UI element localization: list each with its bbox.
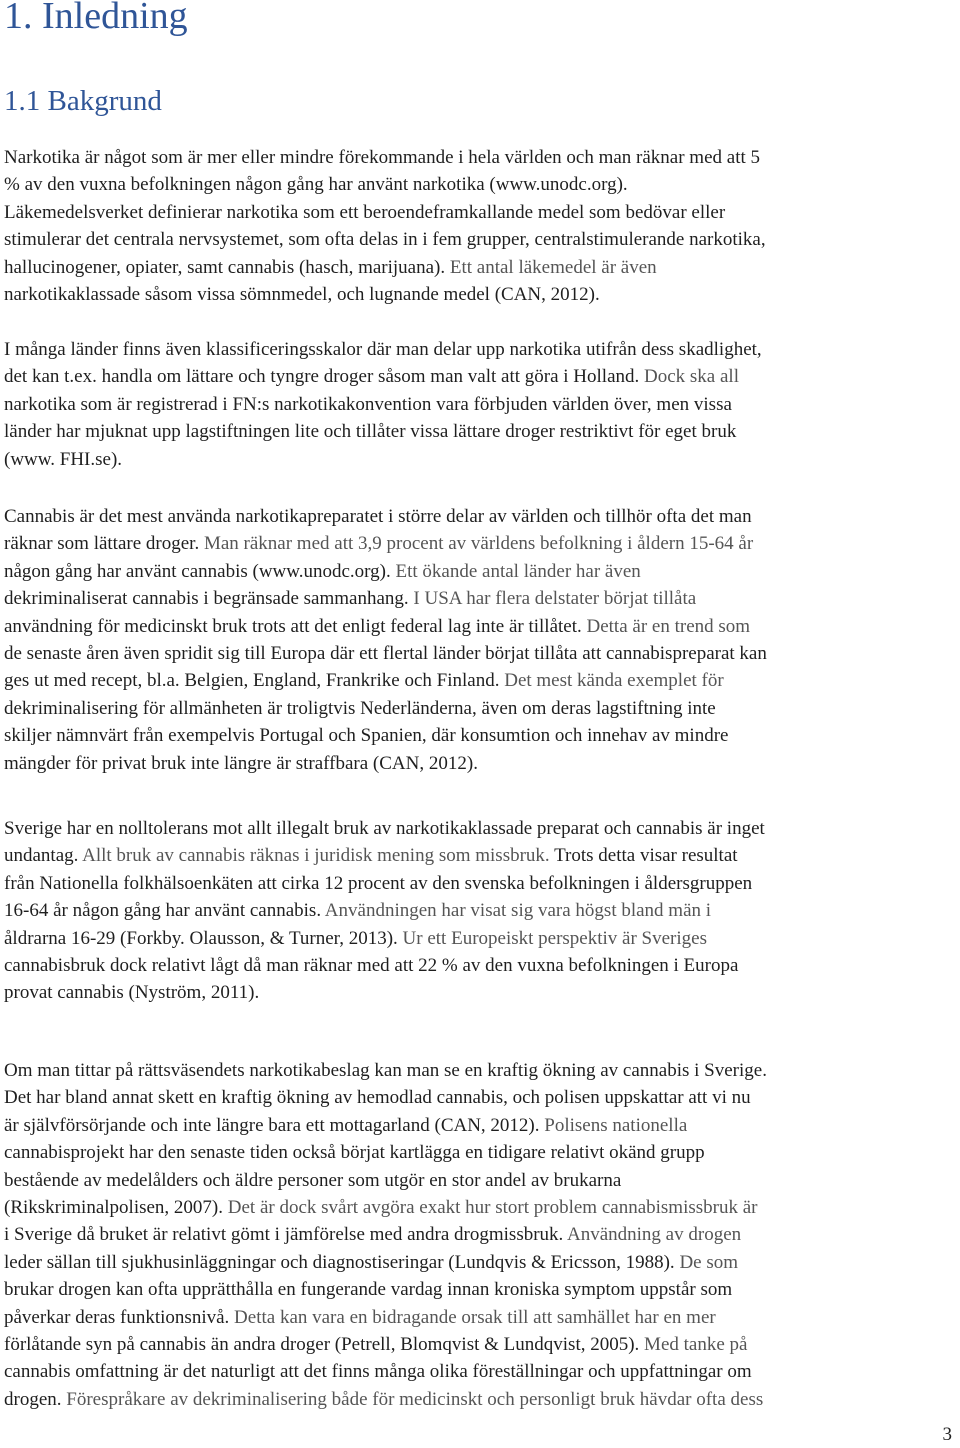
text-line	[4, 254, 957, 281]
text-line	[4, 695, 957, 722]
text-line	[4, 503, 957, 530]
text-line	[4, 418, 957, 445]
text-line	[4, 363, 957, 390]
text-segment: Användning av drogen	[567, 1224, 742, 1246]
text-line	[4, 199, 957, 226]
text-line	[4, 336, 957, 363]
text-segment: det kan t.ex. handla om lättare och tyngre droger såsom man valt att göra i Holland.	[4, 366, 644, 388]
text-segment: Detta är en trend som	[586, 615, 751, 637]
text-segment: Med tanke på	[644, 1334, 748, 1356]
text-segment: Cannabis är det mest använda narkotikapreparatet i större delar av världen och tillhör ofta det man	[4, 506, 752, 527]
text-line	[4, 1084, 957, 1111]
text-line	[4, 1249, 957, 1276]
text-segment: I USA har flera delstater börjat tillåta	[413, 588, 697, 610]
text-segment: länder har mjuknat upp lagstiftningen lite och tillåter vissa lättare droger restriktivt för eget bruk	[4, 421, 737, 443]
text-segment: Användningen har visat sig vara högst bland män i	[324, 900, 712, 922]
text-line	[4, 613, 957, 640]
text-segment: Ett antal läkemedel är även	[449, 256, 657, 278]
text-segment: cannabisbruk dock relativt lågt då man räknar med att 22 % av den vuxna befolkningen i Europa	[4, 955, 739, 977]
text-segment: dekriminaliserat cannabis i begränsade sammanhang.	[4, 588, 414, 610]
text-segment: Trots detta visar resultat	[554, 845, 738, 867]
page-number: 3	[942, 1424, 952, 1445]
text-line	[4, 144, 957, 171]
section-heading: 1.1 Bakgrund	[4, 85, 162, 117]
text-segment: Läkemedelsverket definierar narkotika som ett beroendeframkallande medel som bedövar eller	[4, 201, 726, 223]
text-line	[4, 226, 957, 253]
text-segment: skiljer nämnvärt från exempelvis Portugal och Spanien, där konsumtion och innehav av mindre	[4, 725, 729, 747]
chapter-heading: 1. Inledning	[4, 0, 188, 37]
text-line	[4, 815, 957, 842]
text-segment: Dock ska all	[644, 366, 739, 388]
text-segment: Förespråkare av dekriminalisering både för medicinskt och personligt bruk hävdar ofta dess	[66, 1388, 764, 1410]
text-segment: Narkotika är något som är mer eller mindre förekommande i hela världen och man räknar med att 5	[4, 147, 761, 168]
text-line	[4, 925, 957, 952]
text-line	[4, 530, 957, 557]
text-line	[4, 1167, 957, 1194]
text-segment: stimulerar det centrala nervsystemet, som ofta delas in i fem grupper, centralstimulerande narkotika,	[4, 229, 766, 251]
text-segment: ges ut med recept, bl.a. Belgien, England, Frankrike och Finland.	[4, 670, 505, 692]
text-line	[4, 667, 957, 694]
text-segment: mängder för privat bruk inte längre är straffbara (CAN, 2012).	[4, 752, 478, 774]
text-line	[4, 1331, 957, 1358]
paragraph-4	[4, 815, 957, 1007]
text-line	[4, 979, 957, 1006]
text-line	[4, 391, 957, 418]
text-line	[4, 722, 957, 749]
text-line	[4, 446, 957, 473]
text-segment: Ur ett Europeiskt perspektiv är Sveriges	[402, 927, 707, 949]
text-segment: narkotika som är registrerad i FN:s narkotikakonvention vara förbjuden världen över, men vissa	[4, 393, 732, 415]
text-segment: De som	[679, 1251, 739, 1273]
text-segment: räknar som lättare droger.	[4, 533, 204, 555]
text-segment: Detta kan vara en bidragande orsak till att samhället har en mer	[234, 1306, 716, 1328]
text-line	[4, 1139, 957, 1166]
text-segment: drogen.	[4, 1388, 67, 1410]
text-segment: provat cannabis (Nyström, 2011).	[4, 982, 260, 1004]
text-segment: i Sverige då bruket är relativt gömt i jämförelse med andra drogmissbruk.	[4, 1224, 567, 1246]
text-segment: är självförsörjande och inte längre bara ett mottagarland (CAN, 2012).	[4, 1114, 545, 1136]
text-segment: Sverige har en nolltolerans mot allt illegalt bruk av narkotikaklassade preparat och cannabis är inget	[4, 818, 765, 839]
text-segment: åldrarna 16-29 (Forkby. Olausson, & Turner, 2013).	[4, 927, 403, 949]
paragraph-2	[4, 336, 957, 473]
text-segment: Man räknar med att 3,9 procent av världens befolkning i åldern 15-64 år	[203, 533, 754, 555]
text-segment: hallucinogener, opiater, samt cannabis (hasch, marijuana).	[4, 256, 450, 278]
text-segment: användning för medicinskt bruk trots att det enligt federal lag inte är tillåtet.	[4, 615, 587, 637]
text-segment: 16-64 år någon gång har använt cannabis.	[4, 900, 325, 922]
text-line	[4, 842, 957, 869]
text-line	[4, 1194, 957, 1221]
paragraph-3	[4, 503, 957, 777]
text-segment: de senaste åren även spridit sig till Europa där ett flertal länder börjat tillåta att cannabispreparat kan	[4, 643, 767, 665]
text-line	[4, 1304, 957, 1331]
text-segment: Polisens nationella	[544, 1114, 688, 1136]
text-segment: (www. FHI.se).	[4, 448, 123, 470]
text-segment: narkotikaklassade såsom vissa sömnmedel, och lugnande medel (CAN, 2012).	[4, 284, 600, 306]
text-segment: Det är dock svårt avgöra exakt hur stort problem cannabismissbruk är	[227, 1197, 758, 1219]
text-line	[4, 1386, 957, 1413]
paragraph-1	[4, 144, 957, 308]
text-line	[4, 1221, 957, 1248]
text-segment: påverkar deras funktionsnivå.	[4, 1306, 235, 1328]
text-segment: bestående av medelålders och äldre personer som utgör en stor andel av brukarna	[4, 1169, 622, 1191]
text-line	[4, 281, 957, 308]
text-segment: förlåtande syn på cannabis än andra droger (Petrell, Blomqvist & Lundqvist, 2005).	[4, 1334, 645, 1356]
text-segment: % av den vuxna befolkningen någon gång har använt narkotika (www.unodc.org).	[4, 174, 628, 196]
text-segment: cannabis omfattning är det naturligt att det finns många olika föreställningar och uppfattningar om	[4, 1361, 752, 1383]
text-segment: I många länder finns även klassificeringsskalor där man delar upp narkotika utifrån dess skadlighet,	[4, 339, 762, 360]
text-segment: brukar drogen kan ofta upprätthålla en fungerande vardag innan kroniska symptom uppstår som	[4, 1279, 733, 1301]
text-line	[4, 870, 957, 897]
text-segment: Om man tittar på rättsväsendets narkotikabeslag kan man se en kraftig ökning av cannabis i Sverige.	[4, 1060, 767, 1081]
text-segment: Det har bland annat skett en kraftig ökning av hemodlad cannabis, och polisen uppskattar att vi nu	[4, 1087, 751, 1109]
text-segment: från Nationella folkhälsoenkäten att cirka 12 procent av den svenska befolkningen i åldersgruppen	[4, 872, 753, 894]
text-line	[4, 1358, 957, 1385]
text-line	[4, 1276, 957, 1303]
text-line	[4, 952, 957, 979]
text-segment: leder sällan till sjukhusinläggningar och diagnostiseringar (Lundqvis & Ericsson, 1988).	[4, 1251, 680, 1273]
text-segment: (Rikskriminalpolisen, 2007).	[4, 1197, 228, 1219]
paragraph-5	[4, 1057, 957, 1413]
text-line	[4, 171, 957, 198]
text-line	[4, 897, 957, 924]
text-line	[4, 1057, 957, 1084]
text-segment: cannabisprojekt har den senaste tiden också börjat kartlägga en tidigare relativt okänd grupp	[4, 1142, 705, 1164]
text-line	[4, 750, 957, 777]
text-segment: Allt bruk av cannabis räknas i juridisk mening som missbruk.	[82, 845, 555, 867]
text-line	[4, 558, 957, 585]
text-segment: dekriminalisering för allmänheten är troligtvis Nederländerna, även om deras lagstiftning inte	[4, 697, 716, 719]
text-segment: Det mest kända exemplet för	[504, 670, 724, 692]
text-segment: Ett ökande antal länder har även	[395, 560, 641, 582]
text-line	[4, 640, 957, 667]
text-line	[4, 1112, 957, 1139]
text-segment: någon gång har använt cannabis (www.unodc.org).	[4, 560, 396, 582]
text-segment: undantag.	[4, 845, 83, 867]
text-line	[4, 585, 957, 612]
